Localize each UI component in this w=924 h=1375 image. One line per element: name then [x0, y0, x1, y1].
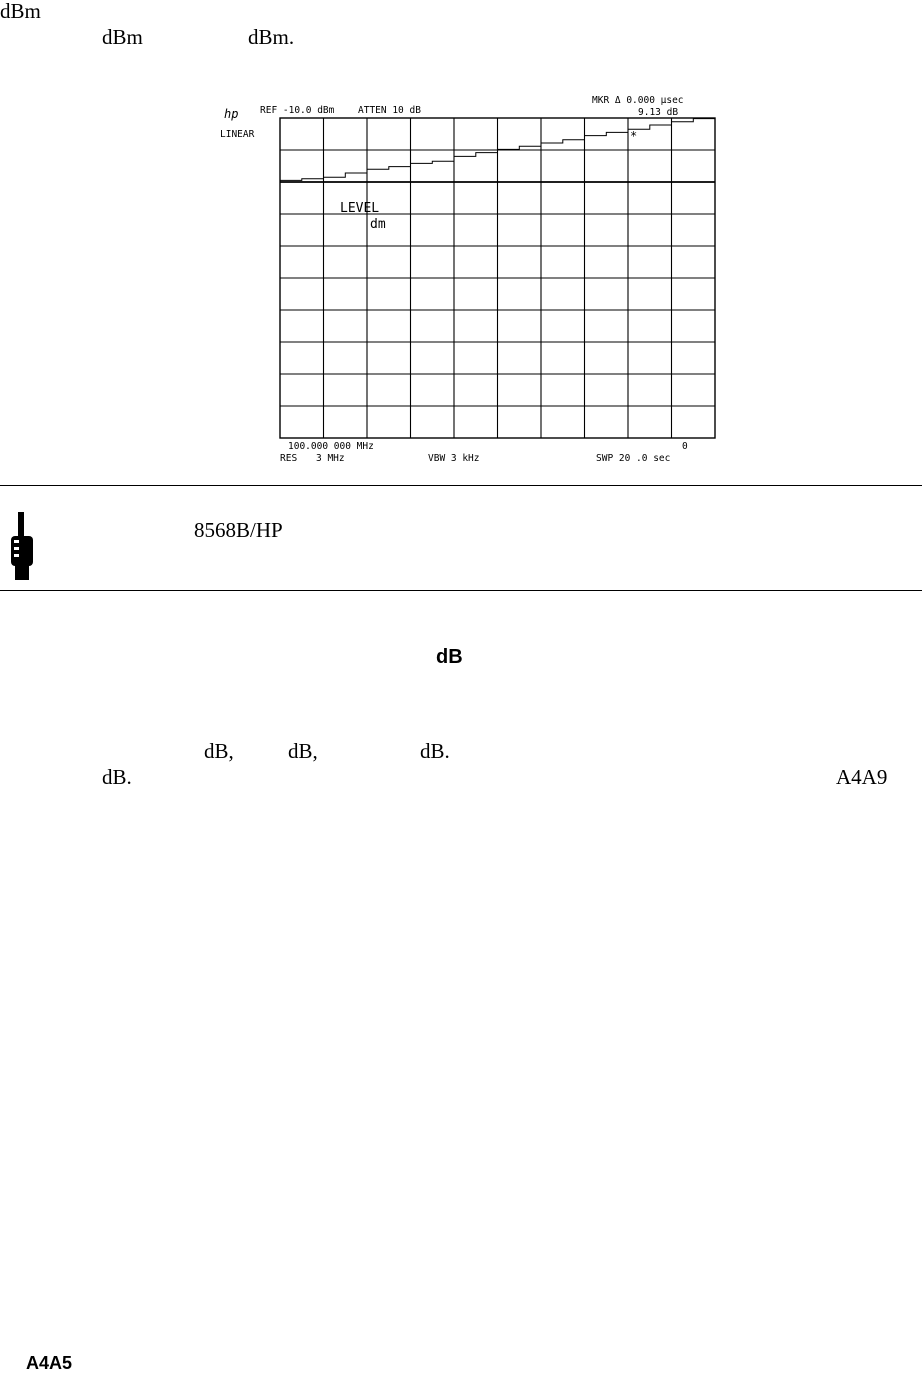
- db-4: dB.: [102, 765, 132, 789]
- analyzer-screen-figure: [210, 88, 730, 468]
- ref-a4a9: A4A9: [836, 765, 888, 789]
- res-bw: 3 MHz: [316, 453, 345, 464]
- res-label: RES: [280, 453, 298, 464]
- marker-value: 9.13 dB: [638, 107, 679, 118]
- marker-readout: MKR Δ 0.000 μsec: [592, 95, 684, 106]
- center-freq: 100.000 000 MHz: [288, 441, 374, 452]
- note-model: 8568B/HP: [194, 518, 283, 542]
- dm-label: dm: [370, 217, 386, 232]
- graticule: [280, 118, 715, 438]
- scale-mode: LINEAR: [220, 129, 255, 140]
- analyzer-screen-svg: [210, 88, 730, 468]
- db-1: dB,: [204, 739, 234, 763]
- footer-label: A4A5: [26, 1353, 73, 1373]
- bold-db: dB: [436, 646, 463, 668]
- span-value: 0: [682, 441, 688, 452]
- sweep-readout: SWP 20 .0 sec: [596, 453, 671, 464]
- note-top-rule: [0, 485, 922, 486]
- db-3: dB.: [420, 739, 450, 763]
- top-line-1: dBm: [0, 0, 41, 23]
- ref-level-readout: REF -10.0 dBm: [260, 105, 335, 116]
- top-line-2a: dBm: [102, 25, 143, 49]
- vbw-readout: VBW 3 kHz: [428, 453, 480, 464]
- note-hand-icon: [9, 512, 35, 580]
- db-2: dB,: [288, 739, 318, 763]
- atten-readout: ATTEN 10 dB: [358, 105, 421, 116]
- marker-star: *: [630, 129, 638, 143]
- hp-logo: hp: [224, 107, 239, 121]
- note-bottom-rule: [0, 590, 922, 591]
- pointing-hand-icon: [9, 512, 35, 580]
- top-line-2b: dBm.: [248, 25, 295, 49]
- level-label: LEVEL: [340, 201, 380, 216]
